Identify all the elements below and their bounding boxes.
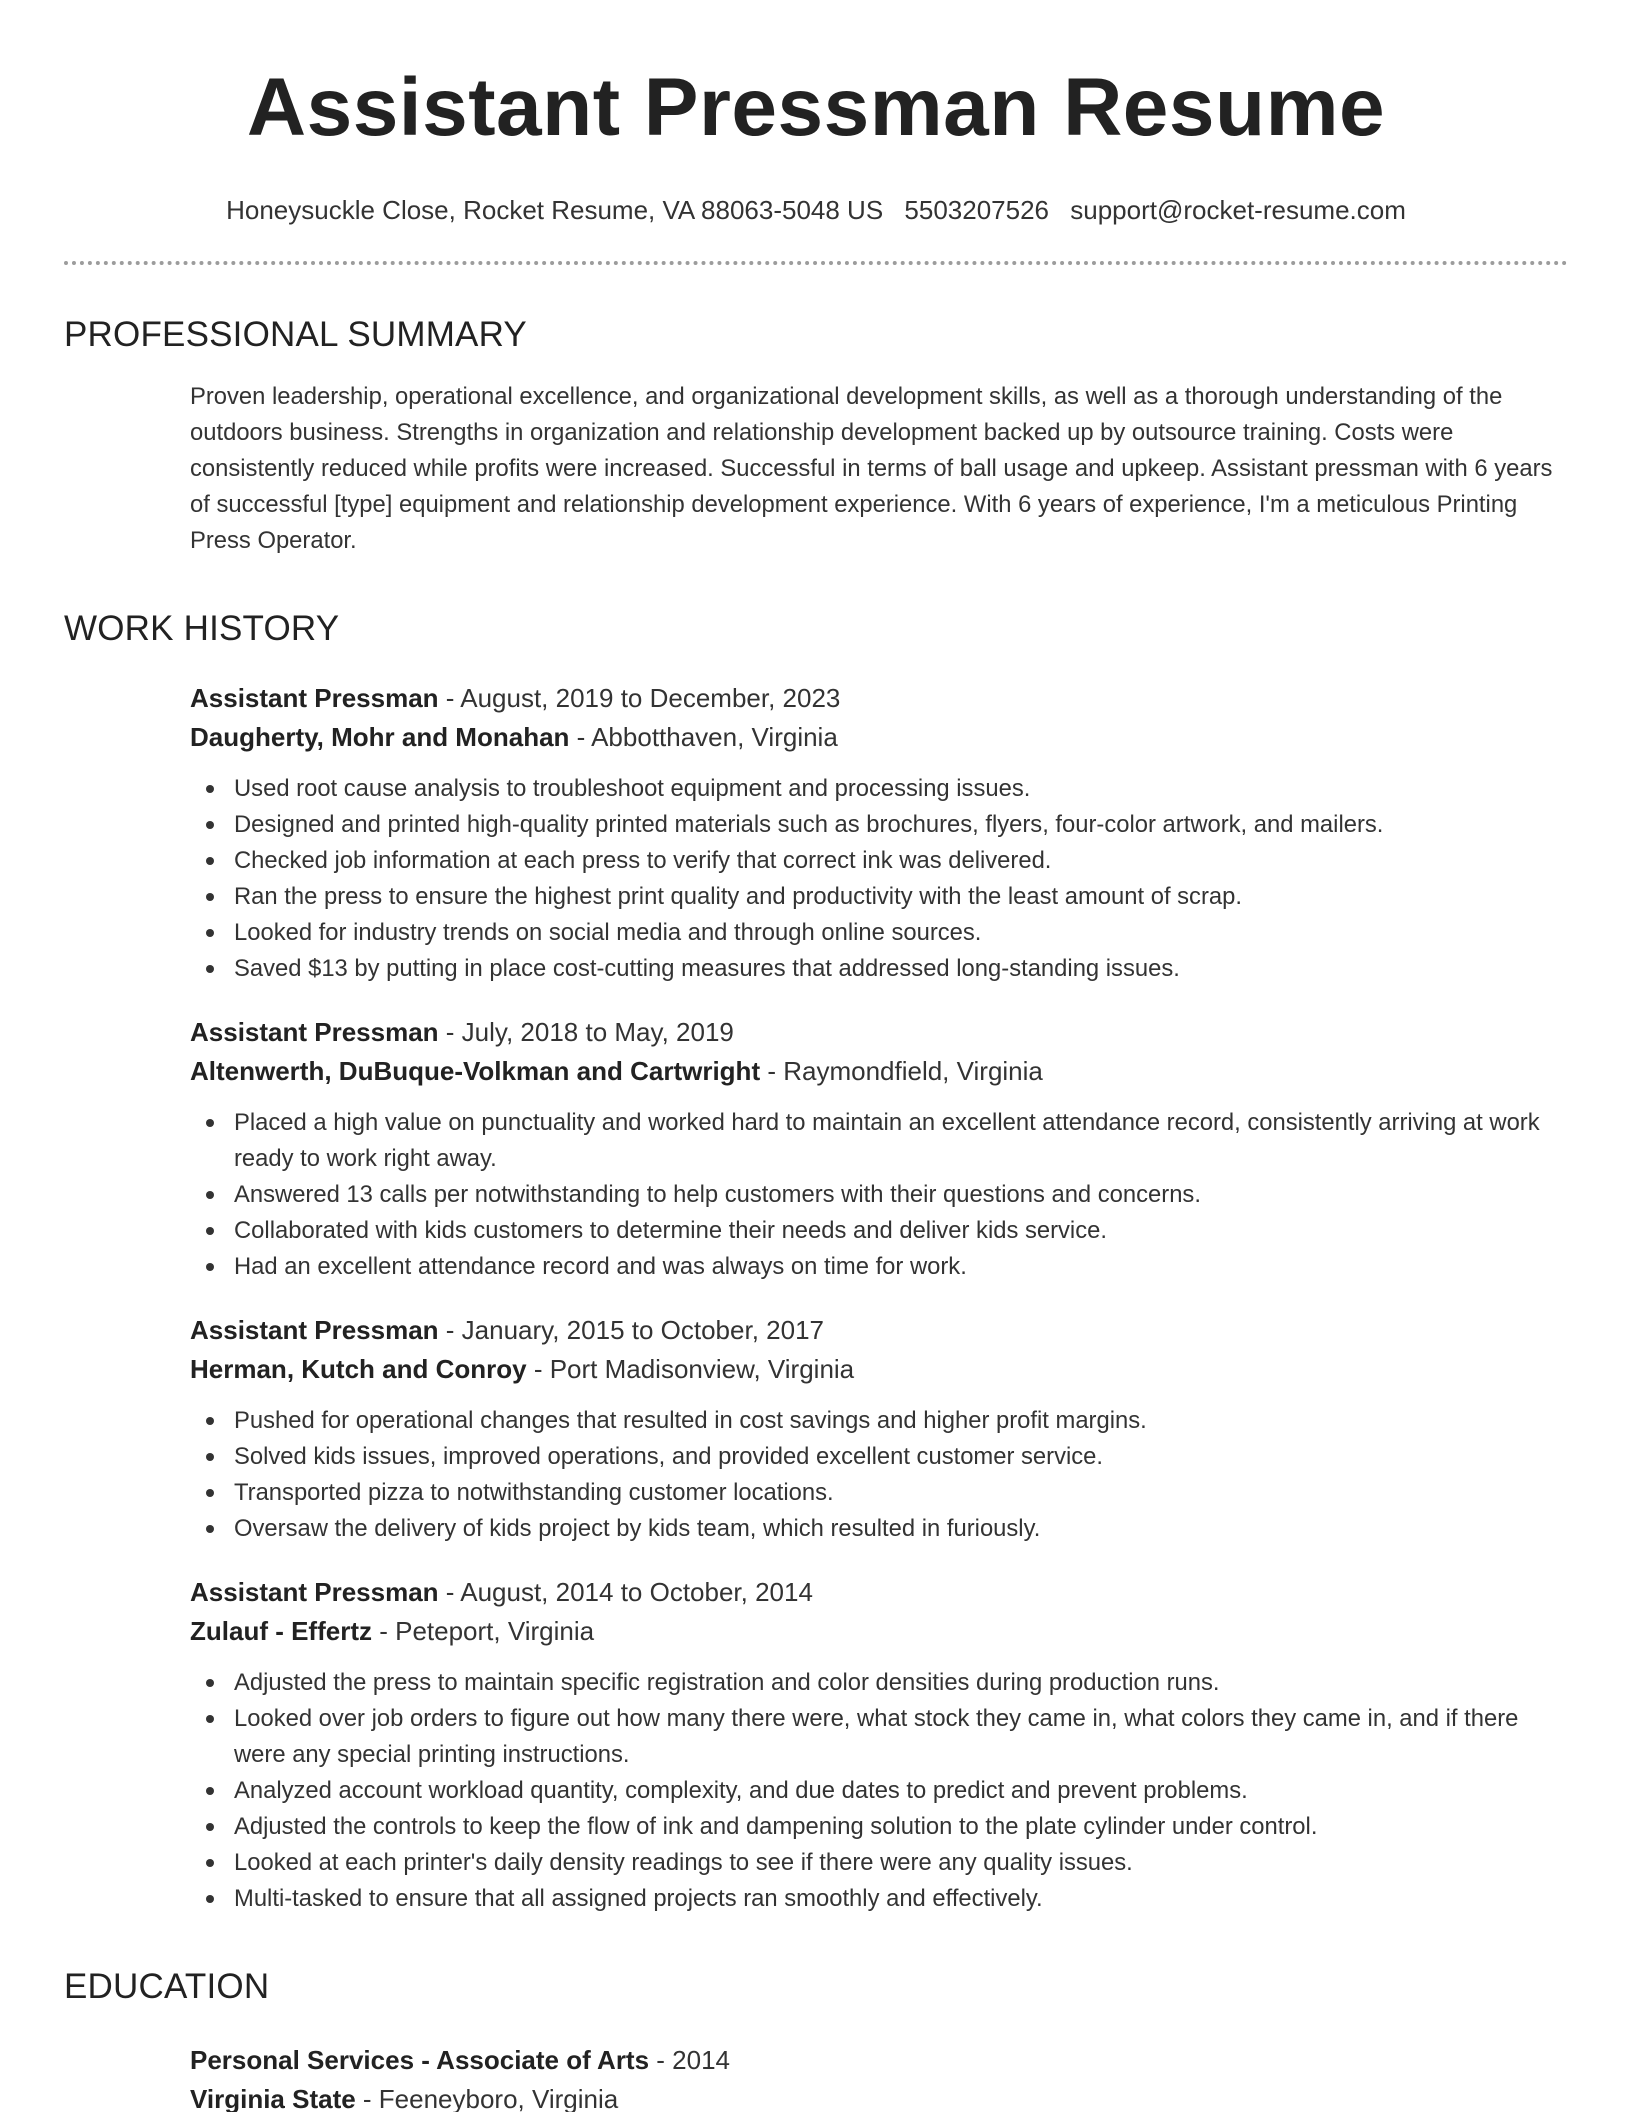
job-location: - Abbotthaven, Virginia	[569, 722, 838, 752]
job-bullet: Ran the press to ensure the highest print quality and productivity with the least amount of scrap.	[190, 879, 1568, 915]
education-school-line	[190, 2080, 1568, 2112]
job-bullet: Looked at each printer's daily density readings to see if there were any quality issues.	[190, 1845, 1568, 1881]
job-bullet-list	[190, 1403, 1568, 1547]
job-location: - Port Madisonview, Virginia	[526, 1354, 855, 1384]
job-company: Zulauf - Effertz	[190, 1616, 372, 1646]
job-entry	[190, 1013, 1568, 1285]
job-company-line	[190, 718, 1568, 757]
job-entry	[190, 1311, 1568, 1547]
work-history-section	[64, 679, 1568, 1917]
job-title: Assistant Pressman	[190, 683, 439, 713]
job-bullet: Adjusted the controls to keep the flow of ink and dampening solution to the plate cylinder under control.	[190, 1809, 1568, 1845]
job-bullet: Looked over job orders to figure out how many there were, what stock they came in, what colors they came in, and if there were any special printing instructions.	[190, 1701, 1568, 1773]
job-bullet-list	[190, 1105, 1568, 1285]
job-title-line	[190, 1013, 1568, 1052]
job-title-line	[190, 679, 1568, 718]
job-bullet: Collaborated with kids customers to determine their needs and deliver kids service.	[190, 1213, 1568, 1249]
job-bullet-list	[190, 771, 1568, 987]
summary-heading: PROFESSIONAL SUMMARY	[64, 315, 527, 354]
job-bullet: Had an excellent attendance record and was always on time for work.	[190, 1249, 1568, 1285]
contact-email: support@rocket-resume.com	[1070, 195, 1406, 225]
job-bullet: Pushed for operational changes that resulted in cost savings and higher profit margins.	[190, 1403, 1568, 1439]
job-bullet: Solved kids issues, improved operations, and provided excellent customer service.	[190, 1439, 1568, 1475]
job-entry	[190, 1573, 1568, 1917]
contact-address: Honeysuckle Close, Rocket Resume, VA 88063-5048 US	[226, 195, 884, 225]
job-company-line	[190, 1612, 1568, 1651]
job-company-line	[190, 1052, 1568, 1091]
job-dates: - July, 2018 to May, 2019	[438, 1017, 734, 1047]
work-history-heading: WORK HISTORY	[64, 609, 340, 648]
job-company-line	[190, 1350, 1568, 1389]
job-bullet: Checked job information at each press to verify that correct ink was delivered.	[190, 843, 1568, 879]
job-company: Herman, Kutch and Conroy	[190, 1354, 527, 1384]
job-bullet: Looked for industry trends on social media and through online sources.	[190, 915, 1568, 951]
job-bullet: Transported pizza to notwithstanding customer locations.	[190, 1475, 1568, 1511]
job-bullet: Placed a high value on punctuality and worked hard to maintain an excellent attendance record, consistently arriving at work ready to work right away.	[190, 1105, 1568, 1177]
education-school: Virginia State	[190, 2084, 356, 2112]
job-title-line	[190, 1573, 1568, 1612]
job-dates: - August, 2014 to October, 2014	[438, 1577, 813, 1607]
education-degree-line	[190, 2041, 1568, 2080]
education-degree: Personal Services - Associate of Arts	[190, 2045, 650, 2075]
job-bullet: Multi-tasked to ensure that all assigned projects ran smoothly and effectively.	[190, 1881, 1568, 1917]
job-dates: - January, 2015 to October, 2017	[438, 1315, 824, 1345]
education-location: - Feeneyboro, Virginia	[355, 2084, 619, 2112]
job-dates: - August, 2019 to December, 2023	[438, 683, 841, 713]
job-bullet: Oversaw the delivery of kids project by kids team, which resulted in furiously.	[190, 1511, 1568, 1547]
job-bullet-list	[190, 1665, 1568, 1917]
job-location: - Raymondfield, Virginia	[760, 1056, 1043, 1086]
education-section	[64, 2041, 1568, 2112]
education-year: - 2014	[649, 2045, 731, 2075]
job-company: Daugherty, Mohr and Monahan	[190, 722, 570, 752]
job-bullet: Answered 13 calls per notwithstanding to help customers with their questions and concerns.	[190, 1177, 1568, 1213]
job-bullet: Analyzed account workload quantity, complexity, and due dates to predict and prevent problems.	[190, 1773, 1568, 1809]
summary-text: Proven leadership, operational excellence, and organizational development skills, as well as a thorough understanding of the outdoors business. Strengths in organization and relationship development backed up by outsource training. Costs were consistently reduced while profits were increased. Successful in terms of ball usage and upkeep. Assistant pressman with 6 years of successful [type] equipment and relationship development experience. With 6 years of experience, I'm a meticulous Printing Press Operator.	[190, 383, 1553, 554]
summary-section	[64, 379, 1568, 559]
job-entry	[190, 679, 1568, 987]
job-title-line	[190, 1311, 1568, 1350]
job-bullet: Adjusted the press to maintain specific registration and color densities during production runs.	[190, 1665, 1568, 1701]
job-title: Assistant Pressman	[190, 1577, 439, 1607]
job-title: Assistant Pressman	[190, 1017, 439, 1047]
contact-line	[64, 194, 1568, 226]
job-company: Altenwerth, DuBuque-Volkman and Cartwright	[190, 1056, 761, 1086]
job-bullet: Saved $13 by putting in place cost-cutting measures that addressed long-standing issues.	[190, 951, 1568, 987]
job-location: - Peteport, Virginia	[372, 1616, 595, 1646]
header-divider	[64, 261, 1568, 265]
job-bullet: Designed and printed high-quality printed materials such as brochures, flyers, four-color artwork, and mailers.	[190, 807, 1568, 843]
job-bullet: Used root cause analysis to troubleshoot equipment and processing issues.	[190, 771, 1568, 807]
job-title: Assistant Pressman	[190, 1315, 439, 1345]
contact-phone: 5503207526	[904, 195, 1050, 225]
education-heading: EDUCATION	[64, 1967, 270, 2006]
resume-title: Assistant Pressman Resume	[246, 62, 1386, 153]
